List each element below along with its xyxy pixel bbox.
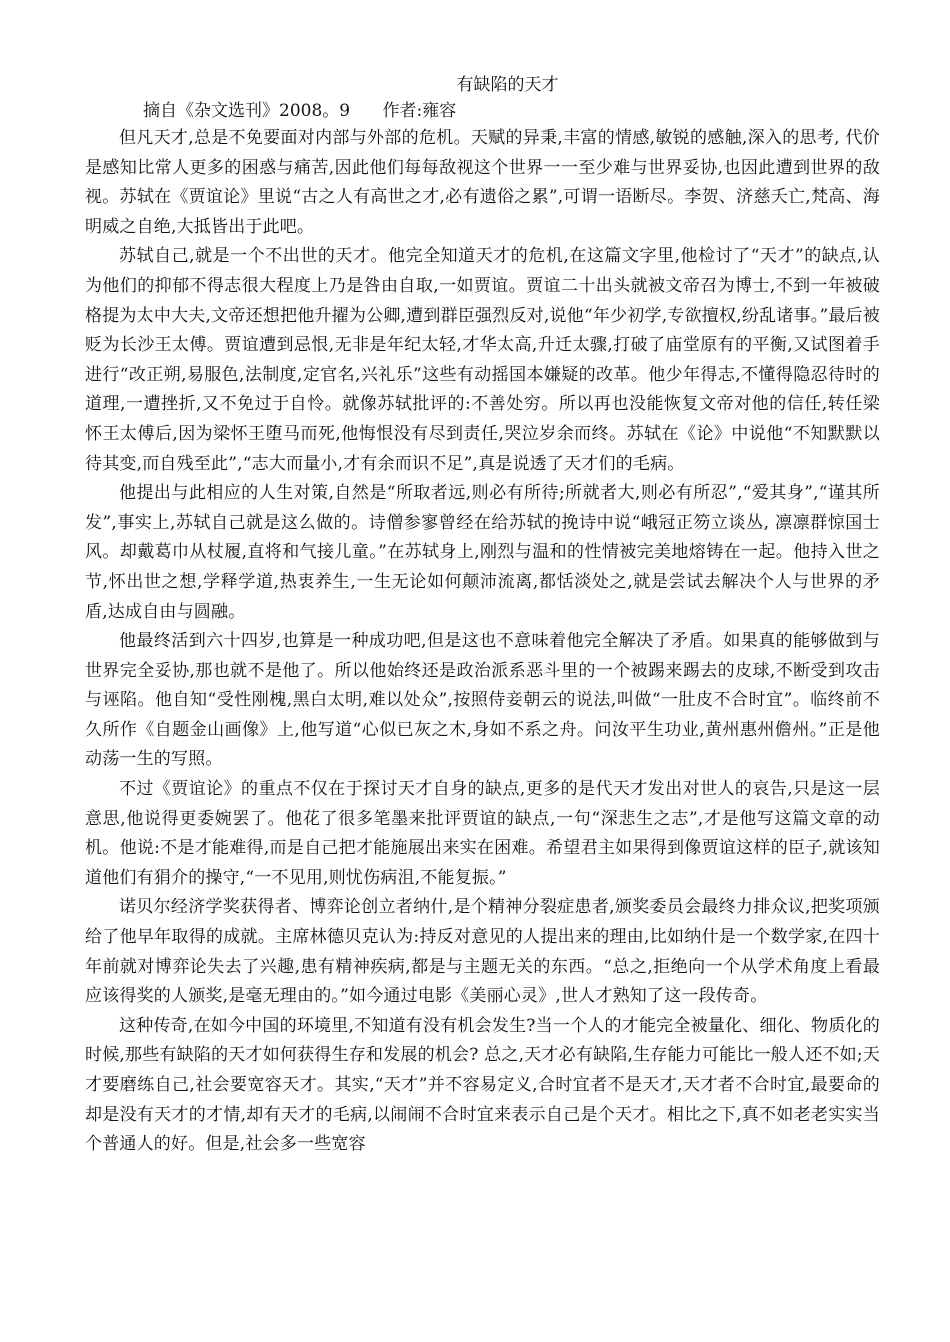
paragraph: 但凡天才,总是不免要面对内部与外部的危机。天赋的异秉,丰富的情感,敏锐的感触,深入的思考, 代价是感知比常人更多的困惑与痛苦,因此他们每每敌视这个世界一一至少难与世界妥协,也因此遭到世界的敌视。苏轼在《贾谊论》里说“古之人有高世之才,必有遗俗之累”,可谓一语断尽。李贺、济慈夭亡,梵高、海明威之自绝,大抵皆出于此吧。 <box>85 128 880 237</box>
paragraph: 不过《贾谊论》的重点不仅在于探讨天才自身的缺点,更多的是代天才发出对世人的哀告,只是这一层意思,他说得更委婉罢了。他花了很多笔墨来批评贾谊的缺点,一句“深悲生之志”,才是他写这篇文章的动机。他说:不是才能难得,而是自己把才能施展出来实在困难。希望君主如果得到像贾谊这样的臣子,就该知道他们有狷介的操守,“一不见用,则忧伤病沮,不能复振。” <box>85 779 880 888</box>
document-page <box>85 72 880 1160</box>
paragraph: 苏轼自己,就是一个不出世的天才。他完全知道天才的危机,在这篇文字里,他检讨了“天才”的缺点,认为他们的抑郁不得志很大程度上乃是咎由自取,一如贾谊。贾谊二十出头就被文帝召为博士,不到一年被破格提为太中大夫,文帝还想把他升擢为公卿,遭到群臣强烈反对,说他“年少初学,专欲擅权,纷乱诸事。”最后被贬为长沙王太傅。贾谊遭到忌恨,无非是年纪太轻,才华太高,升迁太骤,打破了庙堂原有的平衡,又试图着手进行“改正朔,易服色,法制度,定官名,兴礼乐”这些有动摇国本嫌疑的改革。他少年得志,不懂得隐忍待时的道理,一遭挫折,又不免过于自怜。就像苏轼批评的:不善处穷。所以再也没能恢复文帝对他的信任,转任梁怀王太傅后,因为梁怀王堕马而死,他悔恨没有尽到责任,哭泣岁余而终。苏轼在《论》中说他“不知默默以待其变,而自残至此”,“志大而量小,才有余而识不足”,真是说透了天才们的毛病。 <box>85 246 880 474</box>
paragraph: 诺贝尔经济学奖获得者、博弈论创立者纳什,是个精神分裂症患者,颁奖委员会最终力排众议,把奖项颁给了他早年取得的成就。主席林德贝克认为:持反对意见的人提出来的理由,比如纳什是一个数学家,在四十年前就对博弈论失去了兴趣,患有精神疾病,都是与主题无关的东西。“总之,拒绝向一个从学术角度上看最应该得奖的人颁奖,是毫无理由的。”如今通过电影《美丽心灵》,世人才熟知了这一段传奇。 <box>85 897 880 1007</box>
article-title: 有缺陷的天才 <box>456 75 559 95</box>
paragraph: 这种传奇,在如今中国的环境里,不知道有没有机会发生?当一个人的才能完全被量化、细化、物质化的时候,那些有缺陷的天才如何获得生存和发展的机会? 总之,天才必有缺陷,生存能力可能比一般人还不如;天才要磨练自己,社会要宽容天才。其实,“天才”并不容易定义,合时宜者不是天才,天才者不合时宜,最要命的却是没有天才的才情,却有天才的毛病,以闹闹不合时宜来表示自己是个天才。相比之下,真不如老老实实当个普通人的好。但是,社会多一些宽容 <box>85 1015 880 1155</box>
paragraph: 他最终活到六十四岁,也算是一种成功吧,但是这也不意味着他完全解决了矛盾。如果真的能够做到与世界完全妥协,那也就不是他了。所以他始终还是政治派系恶斗里的一个被踢来踢去的皮球,不断受到攻击与诬陷。他自知“受性刚槐,黑白太明,难以处众”,按照侍妾朝云的说法,叫做“一肚皮不合时宜”。临终前不久所作《自题金山画像》上,他写道“心似已灰之木,身如不系之舟。问汝平生功业,黄州惠州儋州。”正是他动荡一生的写照。 <box>85 631 880 770</box>
paragraph: 他提出与此相应的人生对策,自然是“所取者远,则必有所待;所就者大,则必有所忍”,“爱其身”,“谨其所发”,事实上,苏轼自己就是这么做的。诗僧参寥曾经在给苏轼的挽诗中说“峨冠正笏立谈丛, 凛凛群惊国士风。却戴葛巾从杖履,直将和气接儿童。”在苏轼身上,刚烈与温和的性情被完美地熔铸在一起。他持入世之节,怀出世之想,学释学道,热衷养生,一生无论如何颠沛流离,都恬淡处之,就是尝试去解决个人与世界的矛盾,达成自由与圆融。 <box>85 483 880 622</box>
article-byline: 摘自《杂文选刊》2008。9 作者:雍容 <box>143 101 457 121</box>
